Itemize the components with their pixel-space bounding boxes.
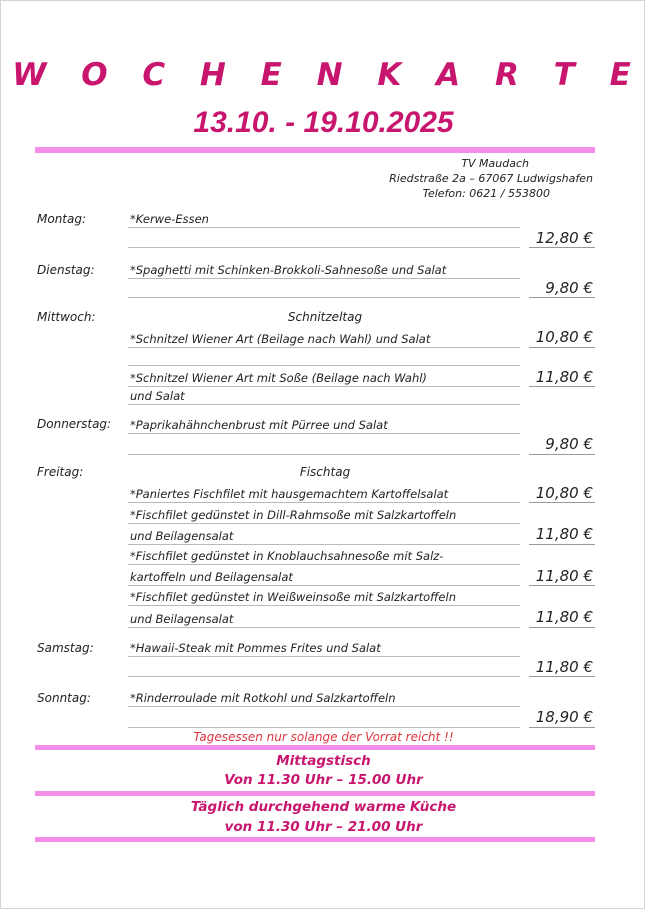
phone-number: Telefon: 0621 / 553800 <box>422 187 550 200</box>
row-line <box>128 278 520 279</box>
row-line <box>128 247 520 248</box>
dish-freitag-3-line2: kartoffeln und Beilagensalat <box>130 570 293 584</box>
price-line <box>529 544 595 545</box>
row-line <box>128 523 520 524</box>
dish-dienstag-1: *Spaghetti mit Schinken-Brokkoli-Sahnesoße und Salat <box>130 263 447 277</box>
row-line <box>128 227 520 228</box>
price-freitag-2: 11,80 € <box>535 525 593 543</box>
day-label-freitag: Freitag: <box>37 465 84 479</box>
page-title: W O C H E N K A R T E <box>12 57 643 93</box>
row-line <box>128 627 520 628</box>
club-name: TV Maudach <box>461 157 529 170</box>
dish-sonntag-1: *Rinderroulade mit Rotkohl und Salzkartoffeln <box>130 691 396 705</box>
row-line <box>128 386 520 387</box>
dish-samstag-1: *Hawaii-Steak mit Pommes Frites und Salat <box>130 641 381 655</box>
row-line <box>128 347 520 348</box>
divider-bar <box>35 791 595 796</box>
dish-mittwoch-2-line2: und Salat <box>130 389 185 403</box>
dish-freitag-4-line2: und Beilagensalat <box>130 612 234 626</box>
theme-mittwoch: Schnitzeltag <box>287 310 363 324</box>
price-line <box>529 502 595 503</box>
divider-bar <box>35 745 595 750</box>
price-line <box>529 386 595 387</box>
price-line <box>529 676 595 677</box>
dish-freitag-4-line1: *Fischfilet gedünstet in Weißweinsoße mit Salzkartoffeln <box>130 590 456 604</box>
row-line <box>128 727 520 728</box>
price-montag-1: 12,80 € <box>535 229 593 247</box>
day-label-mittwoch: Mittwoch: <box>37 310 96 324</box>
row-line <box>128 404 520 405</box>
dish-montag-1: *Kerwe-Essen <box>130 212 209 226</box>
price-dienstag-1: 9,80 € <box>545 279 593 297</box>
lunch-title: Mittagstisch <box>276 753 371 769</box>
day-label-montag: Montag: <box>37 212 87 226</box>
row-line <box>128 544 520 545</box>
stock-notice: Tagesessen nur solange der Vorrat reicht !! <box>193 730 454 744</box>
row-line <box>128 676 520 677</box>
price-sonntag-1: 18,90 € <box>535 708 593 726</box>
date-range: 13.10. - 19.10.2025 <box>193 106 454 139</box>
price-samstag-1: 11,80 € <box>535 658 593 676</box>
day-label-samstag: Samstag: <box>37 641 94 655</box>
row-line <box>128 502 520 503</box>
day-label-dienstag: Dienstag: <box>37 263 95 277</box>
row-line <box>128 454 520 455</box>
row-line <box>128 605 520 606</box>
day-label-donnerstag: Donnerstag: <box>37 417 112 431</box>
dish-donnerstag-1: *Paprikahähnchenbrust mit Pürree und Salat <box>130 418 388 432</box>
price-freitag-3: 11,80 € <box>535 567 593 585</box>
price-line <box>529 247 595 248</box>
divider-bar <box>35 837 595 842</box>
price-line <box>529 727 595 728</box>
row-line <box>128 706 520 707</box>
price-freitag-1: 10,80 € <box>535 484 593 502</box>
price-line <box>529 297 595 298</box>
kitchen-title: Täglich durchgehend warme Küche <box>190 799 457 815</box>
dish-freitag-1: *Paniertes Fischfilet mit hausgemachtem Kartoffelsalat <box>130 487 449 501</box>
dish-freitag-2-line2: und Beilagensalat <box>130 529 234 543</box>
lunch-hours: Von 11.30 Uhr – 15.00 Uhr <box>224 772 423 788</box>
row-line <box>128 585 520 586</box>
price-line <box>529 347 595 348</box>
dish-freitag-2-line1: *Fischfilet gedünstet in Dill-Rahmsoße mit Salzkartoffeln <box>130 508 457 522</box>
dish-freitag-3-line1: *Fischfilet gedünstet in Knoblauchsahnesoße mit Salz- <box>130 549 444 563</box>
day-label-sonntag: Sonntag: <box>37 691 91 705</box>
price-line <box>529 627 595 628</box>
divider-bar <box>35 147 595 153</box>
price-donnerstag-1: 9,80 € <box>545 435 593 453</box>
row-line <box>128 297 520 298</box>
dish-mittwoch-1: *Schnitzel Wiener Art (Beilage nach Wahl) und Salat <box>130 332 431 346</box>
price-mittwoch-1: 10,80 € <box>535 328 593 346</box>
theme-freitag: Fischtag <box>299 465 351 479</box>
row-line <box>128 365 520 366</box>
price-mittwoch-2: 11,80 € <box>535 368 593 386</box>
row-line <box>128 564 520 565</box>
street-address: Riedstraße 2a – 67067 Ludwigshafen <box>389 172 593 185</box>
kitchen-hours: von 11.30 Uhr – 21.00 Uhr <box>224 819 423 835</box>
row-line <box>128 656 520 657</box>
row-line <box>128 433 520 434</box>
address-block <box>293 156 593 201</box>
price-line <box>529 454 595 455</box>
price-line <box>529 585 595 586</box>
dish-mittwoch-2-line1: *Schnitzel Wiener Art mit Soße (Beilage nach Wahl) <box>130 371 427 385</box>
price-freitag-4: 11,80 € <box>535 608 593 626</box>
